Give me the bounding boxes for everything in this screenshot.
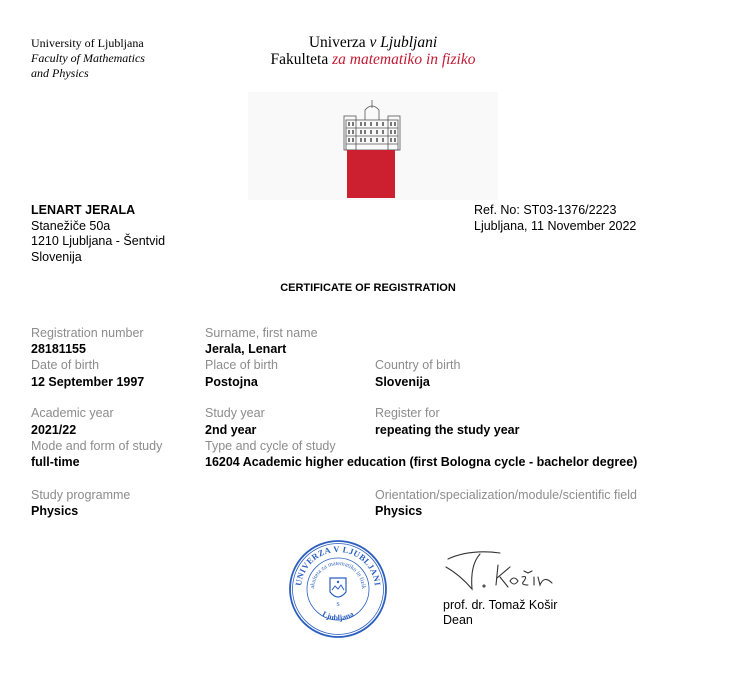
study-year-label: Study year (205, 406, 265, 420)
date-of-birth-value: 12 September 1997 (31, 375, 145, 389)
recipient-city: 1210 Ljubljana - Šentvid (31, 234, 166, 248)
reference-date: Ljubljana, 11 November 2022 (474, 218, 637, 233)
study-programme-value: Physics (31, 504, 79, 518)
orientation-label: Orientation/specialization/module/scientific field (375, 488, 637, 502)
svg-text:Ljubljana (321, 609, 355, 622)
reference-block (474, 203, 636, 234)
orientation-value: Physics (375, 504, 423, 518)
register-for-label: Register for (375, 406, 440, 420)
recipient-street: Stanežiče 50a (31, 218, 111, 233)
castle-icon (343, 98, 401, 152)
faculty-header-left (31, 36, 145, 81)
country-of-birth-value: Slovenija (375, 375, 430, 389)
academic-year-value: 2021/22 (31, 423, 77, 437)
signature-mark (440, 545, 570, 595)
coat-of-arms-icon (330, 578, 346, 608)
seal-inner-text: akulteta za matematiko in fizik (309, 560, 367, 590)
university-seal (287, 538, 389, 640)
mode-form-value: full-time (31, 455, 80, 469)
faculty-name-line1: Faculty of Mathematics (31, 51, 145, 65)
study-programme-label: Study programme (31, 488, 131, 502)
seal-bottom-text: Ljubljana (320, 609, 356, 623)
type-cycle-value: 16204 Academic higher education (first Bologna cycle - bachelor degree) (205, 455, 638, 469)
faculty-name-line2: and Physics (31, 66, 89, 80)
surname-value: Jerala, Lenart (205, 342, 287, 356)
seal-top-text: UNIVERZA V LJUBLJANI (293, 543, 383, 587)
date-of-birth-label: Date of birth (31, 358, 100, 372)
signatory (443, 598, 557, 628)
country-of-birth-label: Country of birth (375, 358, 461, 372)
study-year-value: 2nd year (205, 423, 257, 437)
place-of-birth-label: Place of birth (205, 358, 278, 372)
mode-form-label: Mode and form of study (31, 439, 163, 453)
registration-number-value: 28181155 (31, 342, 86, 356)
signatory-title: Dean (443, 613, 473, 627)
svg-text:S: S (336, 602, 340, 608)
recipient-address (31, 203, 165, 265)
place-of-birth-value: Postojna (205, 375, 258, 389)
logo-red-block (347, 150, 395, 198)
logo-line1: Univerza v Ljubljani (308, 34, 438, 51)
logo-line2: Fakulteta za matematiko in fiziko (270, 51, 476, 68)
university-name: University of Ljubljana (31, 36, 144, 50)
academic-year-label: Academic year (31, 406, 114, 420)
certificate-title: CERTIFICATE OF REGISTRATION (280, 282, 456, 294)
registration-number-label: Registration number (31, 326, 144, 340)
register-for-value: repeating the study year (375, 423, 520, 437)
surname-label: Surname, first name (205, 326, 318, 340)
type-cycle-label: Type and cycle of study (205, 439, 336, 453)
reference-number: Ref. No: ST03-1376/2223 (474, 203, 617, 217)
logo-title (248, 34, 498, 68)
signatory-name: prof. dr. Tomaž Košir (443, 598, 558, 612)
recipient-name: LENART JERALA (31, 203, 136, 217)
recipient-country: Slovenija (31, 249, 82, 264)
